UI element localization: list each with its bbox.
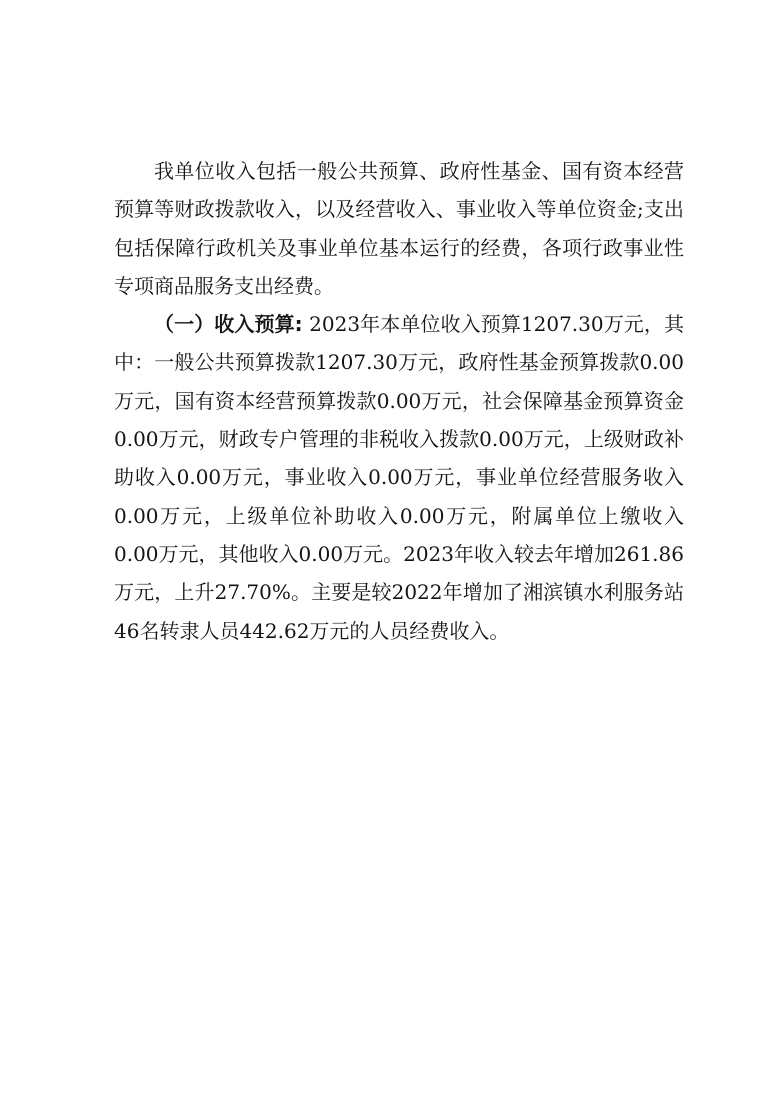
income-budget-heading: （一）收入预算: (154, 312, 303, 337)
document-body (114, 152, 684, 650)
income-budget-paragraph (114, 305, 684, 650)
intro-paragraph: 我单位收入包括一般公共预算、政府性基金、国有资本经营预算等财政拨款收入，以及经营收入、事业收入等单位资金;支出包括保障行政机关及事业单位基本运行的经费，各项行政事业性专项商品服务支出经费。 (114, 159, 684, 298)
income-budget-text: 2023年本单位收入预算1207.30万元，其中：一般公共预算拨款1207.30万元，政府性基金预算拨款0.00万元，国有资本经营预算拨款0.00万元，社会保障基金预算资金0.00万元，财政专户管理的非税收入拨款0.00万元，上级财政补助收入0.00万元，事业收入0.00万元，事业单位经营服务收入0.00万元，上级单位补助收入0.00万元，附属单位上缴收入0.00万元，其他收入0.00万元。2023年收入较去年增加261.86万元，上升27.70%。主要是较2022年增加了湘滨镇水利服务站46名转隶人员442.62万元的人员经费收入。 (114, 312, 685, 643)
